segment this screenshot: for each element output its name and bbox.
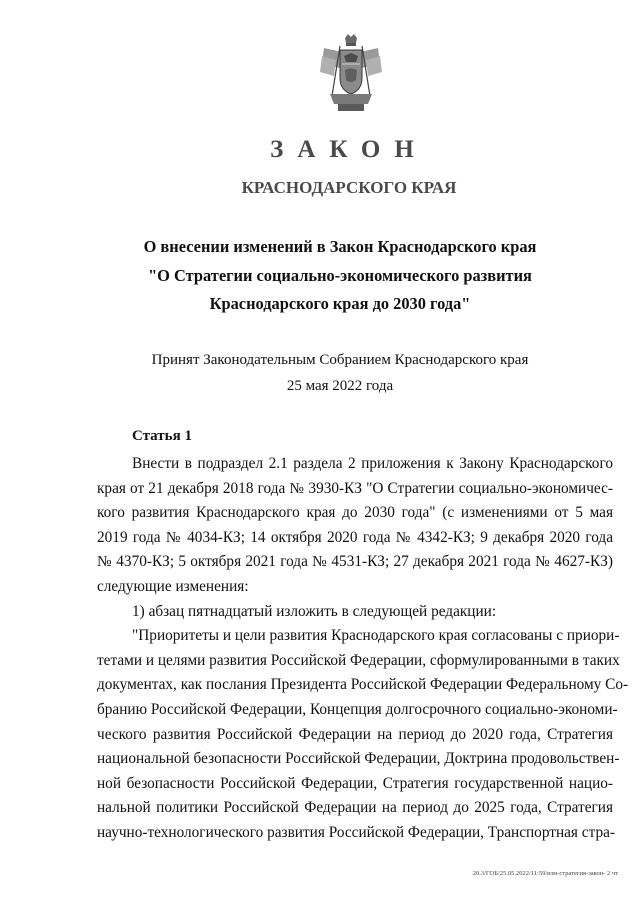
- body-line: края от 21 декабря 2018 года № 3930-КЗ "О Стратегии социально-экономичес-: [97, 479, 613, 497]
- title-line: О внесении изменений в Закон Краснодарского края: [143, 237, 537, 256]
- body-line: документах, как послания Президента Российской Федерации Федеральному Со-: [97, 676, 629, 694]
- body-line: 1) абзац пятнадцатый изложить в следующей редакции:: [132, 602, 497, 620]
- title-line: Краснодарского края до 2030 года": [209, 294, 471, 313]
- body-line: нальной политики Российской Федерации на период до 2025 года, Стратегия: [97, 799, 613, 817]
- law-title: [60, 233, 620, 319]
- document-code-footer: 20.3/ГОБ/25.05.2022/11:59/изм-стратегия-закон- 2 чт: [472, 870, 618, 877]
- article-heading: Статья 1: [132, 428, 192, 444]
- body-line: кого развития Краснодарского края до 2030 года" (с изменениями от 5 мая: [97, 504, 613, 522]
- title-line: "О Стратегии социально-экономического развития: [148, 265, 532, 285]
- body-line: тетами и целями развития Российской Федерации, сформулированными в таких: [97, 651, 620, 669]
- coat-of-arms-emblem: [318, 34, 384, 114]
- adoption-date: 25 мая 2022 года: [286, 378, 394, 394]
- region-heading: КРАСНОДАРСКОГО КРАЯ: [241, 178, 457, 197]
- adoption-note: [60, 347, 620, 399]
- body-line: научно-технологического развития Российской Федерации, Транспортная стра-: [97, 823, 615, 841]
- body-line: бранию Российской Федерации, Концепция долгосрочного социально-экономи-: [97, 700, 618, 718]
- body-line: ной безопасности Российской Федерации, Стратегия государственной нацио-: [97, 774, 613, 792]
- body-line: № 4370-КЗ; 5 октября 2021 года № 4531-КЗ; 27 декабря 2021 года № 4627-КЗ): [97, 553, 613, 571]
- body-line: "Приоритеты и цели развития Краснодарского края согласованы с приори-: [132, 627, 620, 645]
- body-line: национальной безопасности Российской Федерации, Доктрина продовольствен-: [97, 750, 620, 768]
- body-line: ческого развития Российской Федерации на период до 2020 года, Стратегия: [97, 725, 613, 743]
- body-line: следующие изменения:: [97, 577, 249, 595]
- body-line: 2019 года № 4034-КЗ; 14 октября 2020 года № 4342-КЗ; 9 декабря 2020 года: [97, 528, 613, 546]
- law-heading: ЗАКОН: [270, 136, 428, 163]
- article-body: [97, 452, 629, 846]
- body-line: Внести в подраздел 2.1 раздела 2 приложения к Закону Краснодарского: [132, 455, 613, 472]
- adoption-line: Принят Законодательным Собранием Краснодарского края: [151, 352, 529, 368]
